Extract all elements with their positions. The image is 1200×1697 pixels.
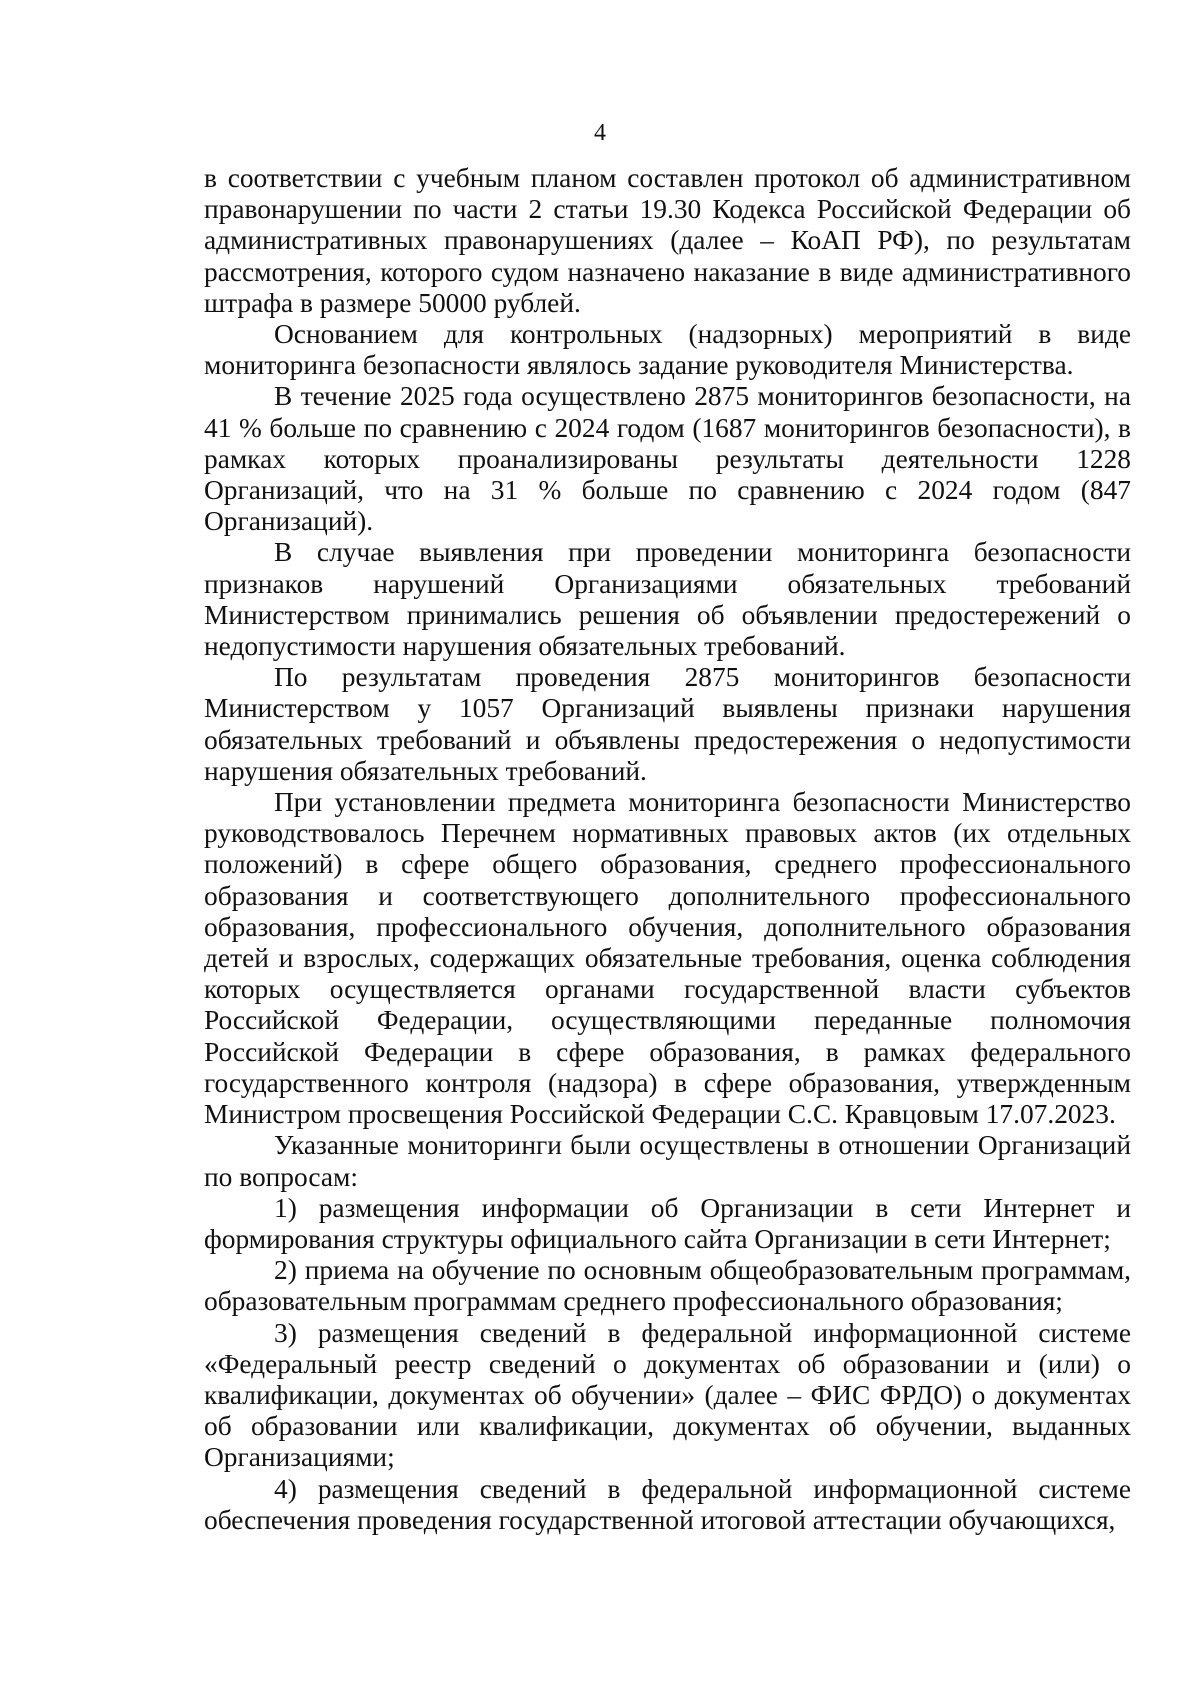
paragraph-continuation: в соответствии с учебным планом составлен протокол об административном правонарушении по части 2 статьи 19.30 Кодекса Российской Федерации об административных правонарушениях (далее – КоАП РФ), по результатам рассмотрения, которого судом назначено наказание в виде административного штрафа в размере 50000 рублей. (204, 163, 1131, 318)
list-item-2: 2) приема на обучение по основным общеобразовательным программам, образовательным программам среднего профессионального образования; (204, 1255, 1131, 1317)
paragraph-results: По результатам проведения 2875 мониторингов безопасности Министерством у 1057 Организаций выявлены признаки нарушения обязательных требований и объявлены предостережения о недопустимости нарушения обязательных требований. (204, 662, 1131, 786)
page-number: 4 (594, 120, 606, 146)
list-item-3: 3) размещения сведений в федеральной информационной системе «Федеральный реестр сведений о документах об образовании и (или) о квалификации, документах об обучении» (далее – ФИС ФРДО) о документах об образовании или квалификации, документах об обучении, выданных Организациями; (204, 1317, 1131, 1473)
paragraph-basis: Основанием для контрольных (надзорных) мероприятий в виде мониторинга безопасности являлось задание руководителя Министерства. (204, 319, 1131, 381)
document-body (204, 163, 1131, 1536)
list-item-4: 4) размещения сведений в федеральной информационной системе обеспечения проведения государственной итоговой аттестации обучающихся, (204, 1473, 1131, 1535)
list-item-1: 1) размещения информации об Организации в сети Интернет и формирования структуры официального сайта Организации в сети Интернет; (204, 1192, 1131, 1254)
paragraph-monitoring-stats: В течение 2025 года осуществлено 2875 мониторингов безопасности, на 41 % больше по сравнению с 2024 годом (1687 мониторингов безопасности), в рамках которых проанализированы результаты деятельности 1228 Организаций, что на 31 % больше по сравнению с 2024 годом (847 Организаций). (204, 381, 1131, 537)
paragraph-warnings: В случае выявления при проведении мониторинга безопасности признаков нарушений Организациями обязательных требований Министерством принимались решения об объявлении предостережений о недопустимости нарушения обязательных требований. (204, 537, 1131, 662)
paragraph-topics-intro: Указанные мониторинги были осуществлены в отношении Организаций по вопросам: (204, 1130, 1131, 1192)
paragraph-legal-basis: При установлении предмета мониторинга безопасности Министерство руководствовалось Перечнем нормативных правовых актов (их отдельных положений) в сфере общего образования, среднего профессионального образования и соответствующего дополнительного профессионального образования, профессионального обучения, дополнительного образования детей и взрослых, содержащих обязательные требования, оценка соблюдения которых осуществляется органами государственной власти субъектов Российской Федерации, осуществляющими переданные полномочия Российской Федерации в сфере образования, в рамках федерального государственного контроля (надзора) в сфере образования, утвержденным Министром просвещения Российской Федерации С.С. Кравцовым 17.07.2023. (204, 787, 1131, 1130)
